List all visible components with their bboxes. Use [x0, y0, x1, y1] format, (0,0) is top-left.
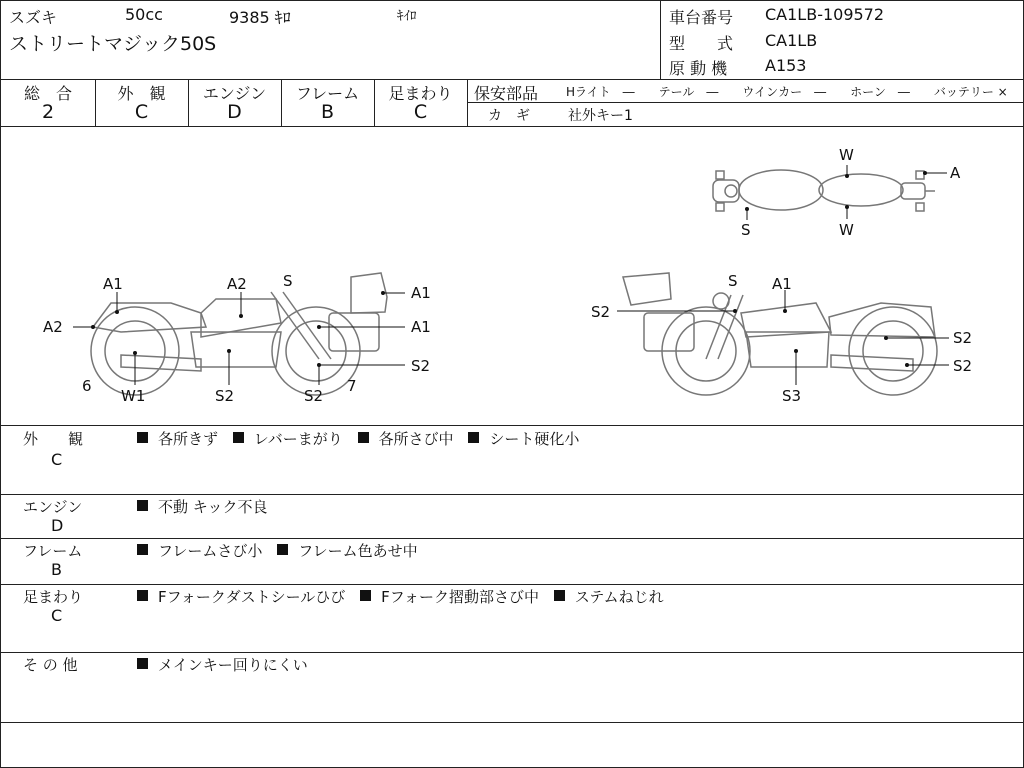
note-items [137, 654, 318, 675]
key-value: 社外キー1 [568, 108, 633, 124]
diagram-label: W [839, 146, 854, 164]
note-category: 外 観 [23, 430, 84, 448]
mileage-unit: ｷｲﾛ [397, 9, 417, 24]
damage-diagram [1, 127, 1023, 426]
grade-engine [188, 79, 282, 126]
note-items [137, 496, 277, 517]
note-item: Fフォークダストシールひび [158, 588, 346, 606]
grade-exterior [95, 79, 189, 126]
diagram-label: S [728, 272, 738, 290]
diagram-label: S3 [782, 387, 802, 405]
note-items [137, 428, 589, 449]
note-items [137, 540, 428, 561]
grade-suspension [374, 79, 468, 126]
type-value: CA1LB [765, 31, 818, 50]
note-grade: C [51, 606, 63, 625]
grade-value: C [413, 101, 428, 123]
diagram-label: S [283, 272, 293, 290]
diagram-label: 6 [82, 377, 92, 395]
note-item: 各所さび中 [378, 430, 454, 448]
diagram-label: S2 [215, 387, 235, 405]
key-label: カ ギ [488, 108, 530, 124]
diagram-label: W1 [121, 387, 146, 405]
note-item: ステムねじれ [574, 588, 664, 606]
grade-value: C [134, 101, 149, 123]
note-row-engine [1, 494, 1023, 539]
header-section [1, 1, 1023, 80]
note-grade: D [51, 516, 64, 535]
maker-name: スズキ [9, 8, 58, 27]
diagram-label: S [741, 221, 751, 239]
engine-cc: 50cc [125, 5, 163, 24]
grade-overall [1, 79, 96, 126]
grade-label: 足まわり [388, 84, 453, 103]
note-item: シート硬化小 [489, 430, 580, 448]
note-category: エンジン [23, 498, 83, 516]
type-label: 型 式 [669, 34, 734, 53]
header-divider [660, 1, 661, 79]
model-name: ストリートマジック50S [9, 33, 217, 55]
note-row-suspension [1, 584, 1023, 653]
note-category: 足まわり [23, 588, 84, 606]
safety-label: 保安部品 [474, 84, 539, 103]
mileage: 9385 ｷﾛ [229, 8, 291, 27]
note-grade: B [51, 560, 62, 579]
note-grade: C [51, 450, 63, 469]
grade-value: 2 [41, 101, 55, 123]
top-view-motorcycle [713, 170, 935, 211]
motorcycle-diagrams [1, 127, 1023, 425]
grade-value: B [320, 101, 335, 123]
grade-label: 外 観 [117, 84, 166, 103]
diagram-label: A1 [772, 275, 792, 293]
note-row-frame [1, 538, 1023, 585]
safety-row [468, 79, 1023, 103]
grade-label: フレーム [295, 84, 360, 103]
diagram-label: S2 [953, 357, 973, 375]
safety-parts [468, 79, 1023, 126]
note-item: 各所きず [158, 430, 219, 448]
diagram-label: S2 [411, 357, 431, 375]
note-item: Fフォーク摺動部さび中 [381, 588, 539, 606]
diagram-label: A [950, 164, 961, 182]
diagram-label: S2 [591, 303, 611, 321]
grade-frame [281, 79, 375, 126]
note-category: フレーム [23, 542, 83, 560]
diagram-label: A2 [43, 318, 63, 336]
note-item: フレーム色あせ中 [298, 542, 418, 560]
diagram-label: A1 [103, 275, 123, 293]
engine-label: 原 動 機 [669, 59, 728, 78]
note-item: レバーまがり [253, 430, 343, 448]
note-item: 不動 キック不良 [158, 498, 268, 516]
frame-number-label: 車台番号 [669, 8, 734, 27]
grade-label: 総 合 [23, 84, 72, 103]
safety-items: Hライト ― テール ― ウインカー ― ホーン ― バッテリー × [566, 85, 1008, 99]
note-item: メインキー回りにくい [158, 656, 308, 674]
diagram-label: A1 [411, 318, 431, 336]
note-row-other [1, 652, 1023, 723]
diagram-label: S2 [304, 387, 324, 405]
diagram-label: W [839, 221, 854, 239]
grade-label: エンジン [202, 84, 267, 103]
grade-value: D [227, 101, 242, 123]
note-item: フレームさび小 [158, 542, 263, 560]
note-category: そ の 他 [23, 656, 78, 674]
grades-row [1, 79, 1023, 127]
note-items [137, 586, 674, 607]
engine-value: A153 [765, 56, 807, 75]
note-row-exterior [1, 426, 1023, 495]
diagram-label: S2 [953, 329, 973, 347]
diagram-label: 7 [347, 377, 357, 395]
frame-number: CA1LB-109572 [765, 5, 885, 24]
diagram-label: A1 [411, 284, 431, 302]
diagram-label: A2 [227, 275, 247, 293]
